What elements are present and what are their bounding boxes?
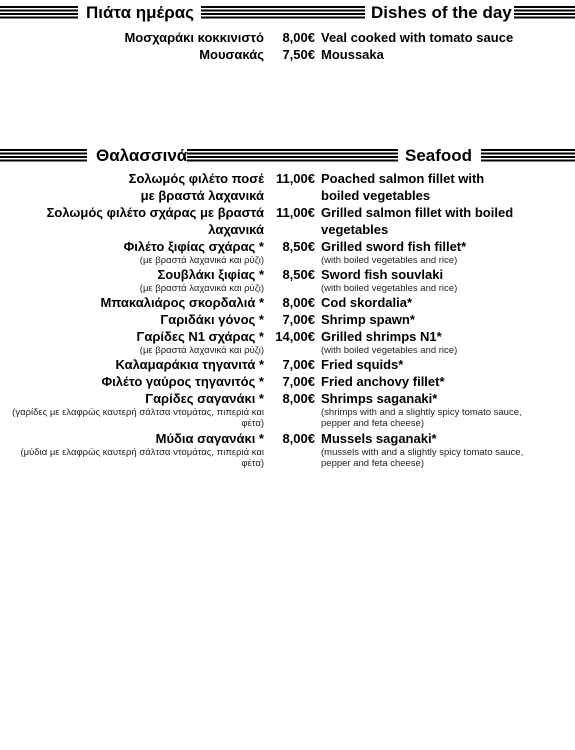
- item-name-gr: Γαριδάκι γόνος *: [160, 312, 264, 327]
- item-desc-gr: (γαρίδες με ελαφρώς καυτερή σάλτσα ντομάτας, πιπεριά και φέτα): [12, 407, 264, 429]
- item-price: 7,00€: [282, 374, 315, 389]
- item-name-gr: Μπακαλιάρος σκορδαλιά *: [100, 295, 264, 310]
- item-name-en: Veal cooked with tomato sauce: [321, 30, 514, 45]
- item-name-gr: Σολωμός φιλέτο σχάρας με βραστά λαχανικά: [46, 205, 264, 237]
- item-price: 8,00€: [282, 30, 315, 45]
- header-bars-left: [0, 6, 78, 20]
- item-name-gr: Μοσχαράκι κοκκινιστό: [124, 30, 264, 45]
- item-price: 7,00€: [282, 357, 315, 372]
- item-price: 11,00€: [275, 171, 315, 186]
- seafood-title-en: Seafood: [405, 146, 473, 165]
- item-name-gr: Φιλέτο ξιφίας σχάρας *: [123, 239, 264, 254]
- item-price: 7,00€: [282, 312, 315, 327]
- item-name-en: Sword fish souvlaki: [321, 267, 444, 282]
- item-name-en: Moussaka: [321, 47, 384, 62]
- item-name-en: Grilled shrimps N1*: [321, 329, 442, 344]
- header-bars-right: [481, 149, 575, 163]
- item-name-en: Cod skordalia*: [321, 295, 413, 310]
- dishes-title-gr: Πιάτα ημέρας: [86, 3, 195, 22]
- item-name-gr: Μουσακάς: [199, 47, 264, 62]
- item-name-en: Fried squids*: [321, 357, 404, 372]
- item-name-gr: Καλαμαράκια τηγανιτά *: [115, 357, 264, 372]
- item-price: 8,00€: [282, 431, 315, 446]
- item-price: 8,50€: [282, 267, 315, 282]
- item-price: 7,50€: [282, 47, 315, 62]
- header-bars-middle: [187, 149, 398, 163]
- item-name-gr: Μύδια σαγανάκι *: [155, 431, 264, 446]
- item-name-en: Grilled sword fish fillet*: [321, 239, 467, 254]
- item-desc-en: (with boiled vegetables and rice): [321, 255, 458, 266]
- item-name-en: Poached salmon fillet with boiled vegetables: [321, 171, 485, 203]
- item-name-en: Grilled salmon fillet with boiled vegetables: [321, 205, 514, 237]
- item-name-gr: Γαρίδες σαγανάκι *: [145, 391, 264, 406]
- item-name-en: Shrimps saganaki*: [321, 391, 438, 406]
- item-name-gr: Σουβλάκι ξιφίας *: [157, 267, 264, 282]
- item-price: 8,00€: [282, 391, 315, 406]
- item-desc-en: (mussels with and a slightly spicy tomato sauce, pepper and feta cheese): [321, 447, 524, 469]
- item-desc-gr: (μύδια με ελαφρώς καυτερή σάλτσα ντομάτας, πιπεριά και φέτα): [20, 447, 264, 469]
- item-desc-en: (with boiled vegetables and rice): [321, 283, 458, 294]
- item-name-gr: Σολωμός φιλέτο ποσέ με βραστά λαχανικά: [128, 171, 264, 203]
- header-bars-right: [514, 6, 575, 20]
- item-price: 14,00€: [275, 329, 315, 344]
- item-name-gr: Γαρίδες Ν1 σχάρας *: [136, 329, 264, 344]
- seafood-title-gr: Θαλασσινά: [96, 146, 188, 165]
- item-price: 8,50€: [282, 239, 315, 254]
- item-desc-gr: (με βραστά λαχανικά και ρύζι): [139, 283, 264, 294]
- item-desc-en: (with boiled vegetables and rice): [321, 345, 458, 356]
- dishes-title-en: Dishes of the day: [371, 3, 512, 22]
- item-price: 11,00€: [275, 205, 315, 220]
- item-name-en: Shrimp spawn*: [321, 312, 415, 327]
- item-desc-gr: (με βραστά λαχανικά και ρύζι): [139, 255, 264, 266]
- header-bars-middle: [201, 6, 365, 20]
- item-desc-en: (shrimps with and a slightly spicy tomato sauce, pepper and feta cheese): [321, 407, 522, 429]
- item-price: 8,00€: [282, 295, 315, 310]
- header-bars-left: [0, 149, 87, 163]
- seafood-header: [0, 146, 575, 170]
- item-name-en: Fried anchovy fillet*: [321, 374, 445, 389]
- item-name-en: Mussels saganaki*: [321, 431, 437, 446]
- item-desc-gr: (με βραστά λαχανικά και ρύζι): [139, 345, 264, 356]
- item-name-gr: Φιλέτο γαύρος τηγανιτός *: [101, 374, 264, 389]
- dishes-header: [0, 3, 575, 27]
